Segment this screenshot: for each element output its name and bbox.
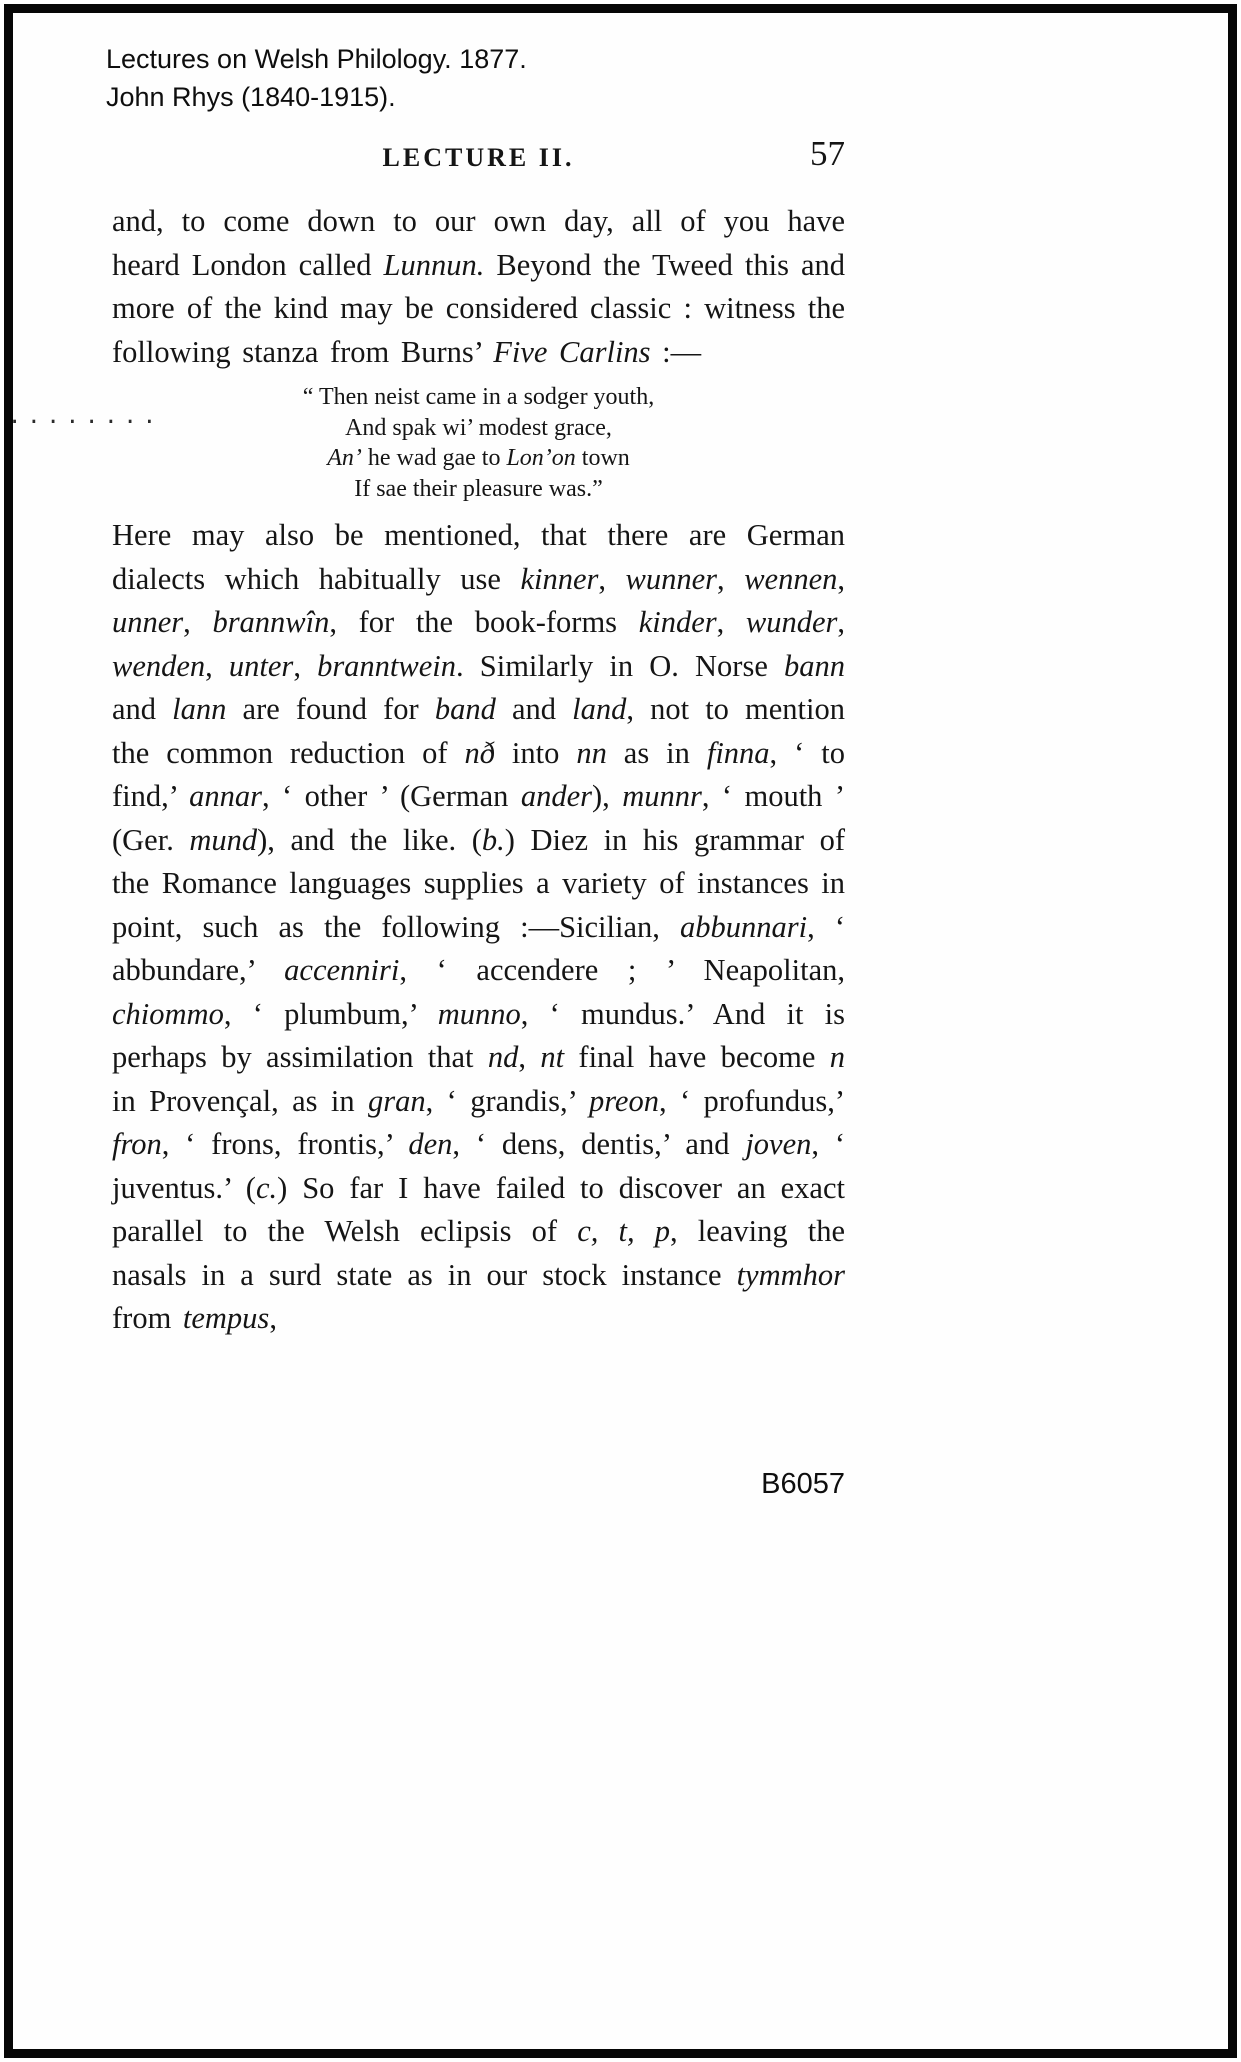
page-body [112, 200, 845, 1341]
verse-line: If sae their pleasure was.” [354, 475, 603, 502]
lecture-title: LECTURE II. [382, 143, 575, 172]
margin-dots: ........ [8, 404, 162, 429]
page-number: 57 [810, 134, 845, 173]
page-header [112, 134, 845, 184]
verse-block [112, 374, 845, 514]
verse-line: An’ he wad gae to Lon’on town [327, 445, 630, 471]
scan-header [106, 40, 527, 116]
catalog-number: B6057 [761, 1468, 845, 1500]
scan-header-author: John Rhys (1840-1915). [106, 82, 396, 112]
paragraph-2: Here may also be mentioned, that there are German dialects which habitually use kinner, wunner, wennen, unner, brannwîn, for the book-forms kinder, wunder, wenden, unter, branntwein. Similarly in O. Norse bann and lann are found for band and land, not to mention the common reduction of nð into nn as in finna, ‘ to find,’ annar, ‘ other ’ (German ander), munnr, ‘ mouth ’ (Ger. mund), and the like. (b.) Diez in his grammar of the Romance languages supplies a variety of instances in point, such as the following :—Sicilian, abbunnari, ‘ abbundare,’ accenniri, ‘ accendere ; ’ Neapolitan, chiommo, ‘ plumbum,’ munno, ‘ mundus.’ And it is perhaps by assimilation that nd, nt final have become n in Provençal, as in gran, ‘ grandis,’ preon, ‘ profundus,’ fron, ‘ frons, frontis,’ den, ‘ dens, dentis,’ and joven, ‘ juventus.’ (c.) So far I have failed to discover an exact parallel to the Welsh eclipsis of c, t, p, leaving the nasals in a surd state as in our stock instance tymmhor from tempus, [112, 518, 846, 1335]
verse-line: And spak wi’ modest grace, [345, 414, 612, 441]
paragraph-1: and, to come down to our own day, all of you have heard London called Lunnun. Beyond the Tweed this and more of the kind may be considered classic : witness the following stanza from Burns’ Five Carlins :— [112, 204, 845, 369]
scan-header-title: Lectures on Welsh Philology. 1877. [106, 44, 527, 74]
verse-line: “ Then neist came in a sodger youth, [302, 384, 655, 410]
